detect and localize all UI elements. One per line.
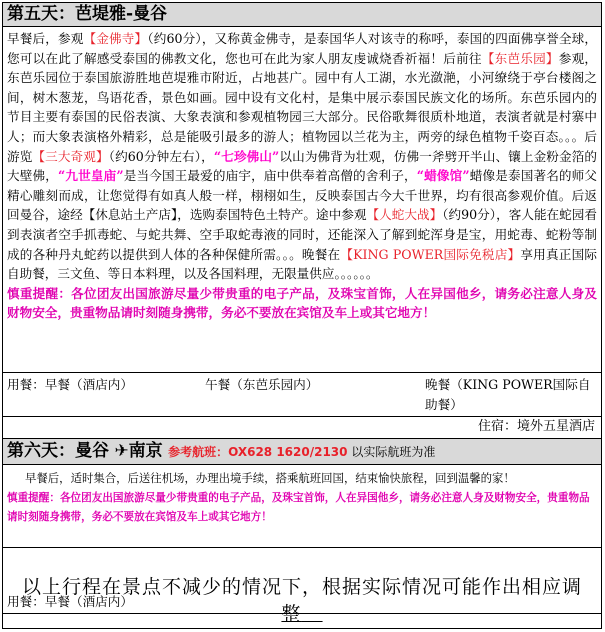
three-wonders: 【三大奇观】	[32, 148, 109, 164]
day5-text: （约60分），又称黄金佛寺，是泰国华人对该寺的称呼，泰国的四面佛享誉全球，您可以在此了解感受泰国的佛教文化，您也可在此为家人朋友虔诚烧香祈福！后前往	[7, 31, 598, 66]
day5-text: 享用真正国际自助餐，三文鱼、等日本料理，以及各国料理，无限量供应。。。。。。	[7, 246, 597, 282]
day6-safety-warning: 慎重提醒：各位团友出国旅游尽量少带贵重的电子产品，及珠宝首饰，人在异国他乡，请务必注意人身及财物安全，贵重物品请时刻随身携带，务必不要放在宾馆及车上或其它地方！	[7, 492, 590, 523]
day5-description	[3, 27, 601, 373]
day6-destination: 南京	[128, 441, 163, 461]
day6-meals: 用餐：早餐（酒店内）	[3, 592, 601, 614]
day5-text: 蜡像是泰国著名的师父精心雕刻而成，让您觉得有如真人般一样，栩栩如生，反映泰国古今大千世界，均有很高参观价值。后返回曼谷，途经【休息站土产店】，选购泰国特色土特产。途中参观	[7, 168, 598, 223]
reference-flight-note: 以实际航班为准	[347, 445, 436, 459]
day5-breakfast: 用餐：早餐（酒店内）	[7, 377, 133, 392]
day6-description	[3, 465, 601, 548]
king-power-duty-free: 【KING POWER国际免税店】	[340, 246, 521, 262]
day5-text: 早餐后，参观	[7, 31, 84, 46]
note-text-tail: 整	[281, 603, 302, 625]
seven-treasure-buddha-mountain: “七珍佛山”	[213, 148, 280, 164]
day6-text: 早餐后，适时集合，后送往机场，办理出境手续，搭乘航班回国，结束愉快旅程，回到温馨的家！	[25, 471, 515, 485]
ninth-king-temple: “九世皇庙”	[57, 168, 124, 184]
reference-flight-label: 参考航班：	[168, 445, 229, 459]
day5-lunch: 午餐（东芭乐园内）	[205, 377, 319, 392]
day5-text: 以山为佛背为壮观，仿佛一斧劈开半山、镶上金粉金箔的大壁佛，	[7, 148, 597, 184]
wax-museum: “蜡像馆”	[416, 168, 470, 184]
dongba-park: 【东芭乐园】	[481, 50, 559, 66]
day5-safety-warning: 慎重提醒：各位团友出国旅游尽量少带贵重的电子产品，及珠宝首饰，人在异国他乡，请务必注意人身及财物安全，贵重物品请时刻随身携带，务必不要放在宾馆及车上或其它地方！	[7, 285, 597, 321]
itinerary-note	[3, 570, 601, 628]
note-text: 以上行程在景点不减少的情况下，根据实际情况可能作出相应调	[21, 576, 582, 598]
day5-title: 第五天：芭堤雅-曼谷	[3, 3, 601, 27]
day6-title	[3, 439, 601, 465]
golden-buddha-temple: 【金佛寺】	[83, 31, 148, 46]
day6-origin: 第六天：曼谷	[7, 441, 109, 461]
snake-show: 【人蛇大战】	[366, 207, 443, 223]
day5-text: 是当今国王最爱的庙宇，庙中供奉着高僧的舍利子，	[123, 168, 417, 184]
day5-text: 参观，东芭乐园位于泰国旅游胜地芭堤雅市附近，占地甚广。园中有人工湖，水光潋滟，小河缭绕于亭台楼阁之间，树木葱茏，鸟语花香，景色如画。园中设有文化村，是集中展示泰国民族文化的场所。东芭乐园内的节目主要有泰国的民俗表演、大象表演和参观植物园三大部分。民俗歌舞很质朴地道，表演者就是村寨中人；而大象表演格外精彩，总是能吸引最多的游人；植物园以兰花为主，两旁的绿色植物千姿百态。。。后游览	[7, 50, 598, 164]
day5-meals	[3, 373, 601, 417]
airplane-icon: ✈	[114, 441, 129, 461]
day5-hotel: 住宿：境外五星酒店	[3, 417, 601, 439]
day5-text: （约60分钟左右），	[108, 148, 214, 164]
itinerary-table	[2, 2, 602, 629]
day5-dinner: 晚餐（KING POWER国际自助餐）	[425, 377, 591, 412]
reference-flight-number: OX628 1620/2130	[228, 445, 348, 459]
day5-text: （约90分），客人能在蛇园看到表演者空手抓毒蛇、与蛇共舞、空手取蛇毒液的同时，还能深入了解到蛇浑身是宝，用蛇毒、蛇粉等制成的各种丹丸蛇药以提供到人体的各种保健所需。。。晚餐在	[7, 207, 597, 262]
